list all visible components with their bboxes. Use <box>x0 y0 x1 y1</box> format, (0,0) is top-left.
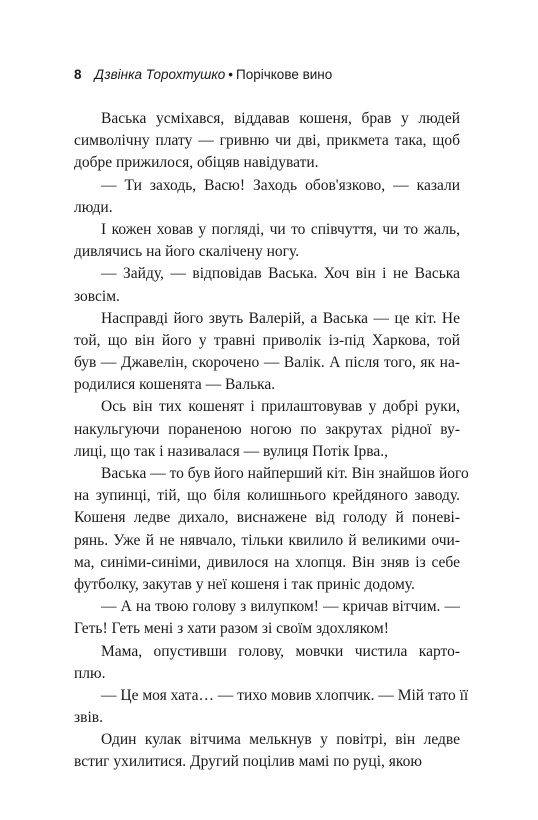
text-line: Кошеня ледве дихало, виснажене від голоду й поневі- <box>74 509 460 527</box>
text-line: Мама, опустивши голову, мовчки чистила карто- <box>101 642 460 660</box>
text-line: люди. <box>74 198 113 216</box>
body-text <box>74 108 469 774</box>
text-line: плю. <box>74 664 106 682</box>
header-separator: • <box>228 67 233 82</box>
paragraph <box>74 463 469 596</box>
text-line: ма, синіми-синіми, дивилося на хлопця. Він зняв із себе <box>74 553 460 571</box>
text-line: Васька — то був його найперший кіт. Він знайшов його <box>101 465 469 482</box>
page-number: 8 <box>74 67 82 82</box>
paragraph <box>74 308 460 397</box>
text-line: на зупинці, тій, що біля колишнього крейдяного заводу. <box>74 487 460 505</box>
book-title: Порічкове вино <box>236 67 333 82</box>
text-line: — Ти заходь, Васю! Заходь обов'язково, — казали <box>101 176 460 194</box>
text-line: Геть! Геть мені з хати разом зі своїм здохляком! <box>74 620 389 638</box>
text-line: рянь. Уже й не нявчало, тільки квилило й великими очи- <box>74 531 460 549</box>
author-name: Дзвінка Торохтушко <box>94 67 226 82</box>
text-line: Один кулак вітчима мелькнув у повітрі, він ледве <box>101 731 460 749</box>
text-line: Ось він тих кошенят і прилаштовував у добрі руки, <box>101 398 460 416</box>
text-line: символічну плату — гривню чи дві, прикмета така, щоб <box>74 132 460 150</box>
text-line: накульгуючи пораненою ногою по закрутах рідної ву- <box>74 420 460 438</box>
text-line: лиці, що так і називалася — вулиця Потік Ірва., <box>74 442 389 460</box>
text-line: Васька усміхався, віддавав кошеня, брав у людей <box>101 110 460 127</box>
paragraph <box>74 685 469 729</box>
paragraph <box>74 108 460 175</box>
text-line: дивлячись на його скалічену ногу. <box>74 243 300 261</box>
text-line: добре прижилося, обіцяв навідувати. <box>74 154 319 172</box>
text-line: зовсім. <box>74 287 120 305</box>
text-line: Насправді його звуть Валерій, а Васька — це кіт. Не <box>101 309 460 327</box>
running-head <box>74 67 332 83</box>
text-line: — Зайду, — відповідав Васька. Хоч він і не Васька <box>101 265 460 283</box>
text-line: звів. <box>74 709 103 727</box>
text-line: — Це моя хата… — тихо мовив хлопчик. — Мій тато її <box>101 686 469 704</box>
paragraph <box>74 641 460 685</box>
paragraph <box>74 219 460 263</box>
text-line: І кожен ховав у погляді, чи то співчуття, чи то жаль, <box>101 220 460 238</box>
text-line: був — Джавелін, скорочено — Валік. А після того, як на- <box>74 354 460 372</box>
text-line: встиг ухилитися. Другий поцілив мамі по руці, якою <box>74 753 422 771</box>
text-line: футболку, закутав у неї кошеня і так приніс додому. <box>74 575 415 593</box>
paragraph <box>74 263 460 307</box>
paragraph <box>74 729 460 773</box>
text-line: родилися кошенята — Валька. <box>74 376 276 394</box>
text-line: той, що він його у травні приволік із-під Харкова, той <box>74 331 460 349</box>
paragraph <box>74 396 460 463</box>
paragraph <box>74 175 460 219</box>
text-line: — А на твою голову з вилупком! — кричав вітчим. — <box>101 598 460 616</box>
paragraph <box>74 596 460 640</box>
